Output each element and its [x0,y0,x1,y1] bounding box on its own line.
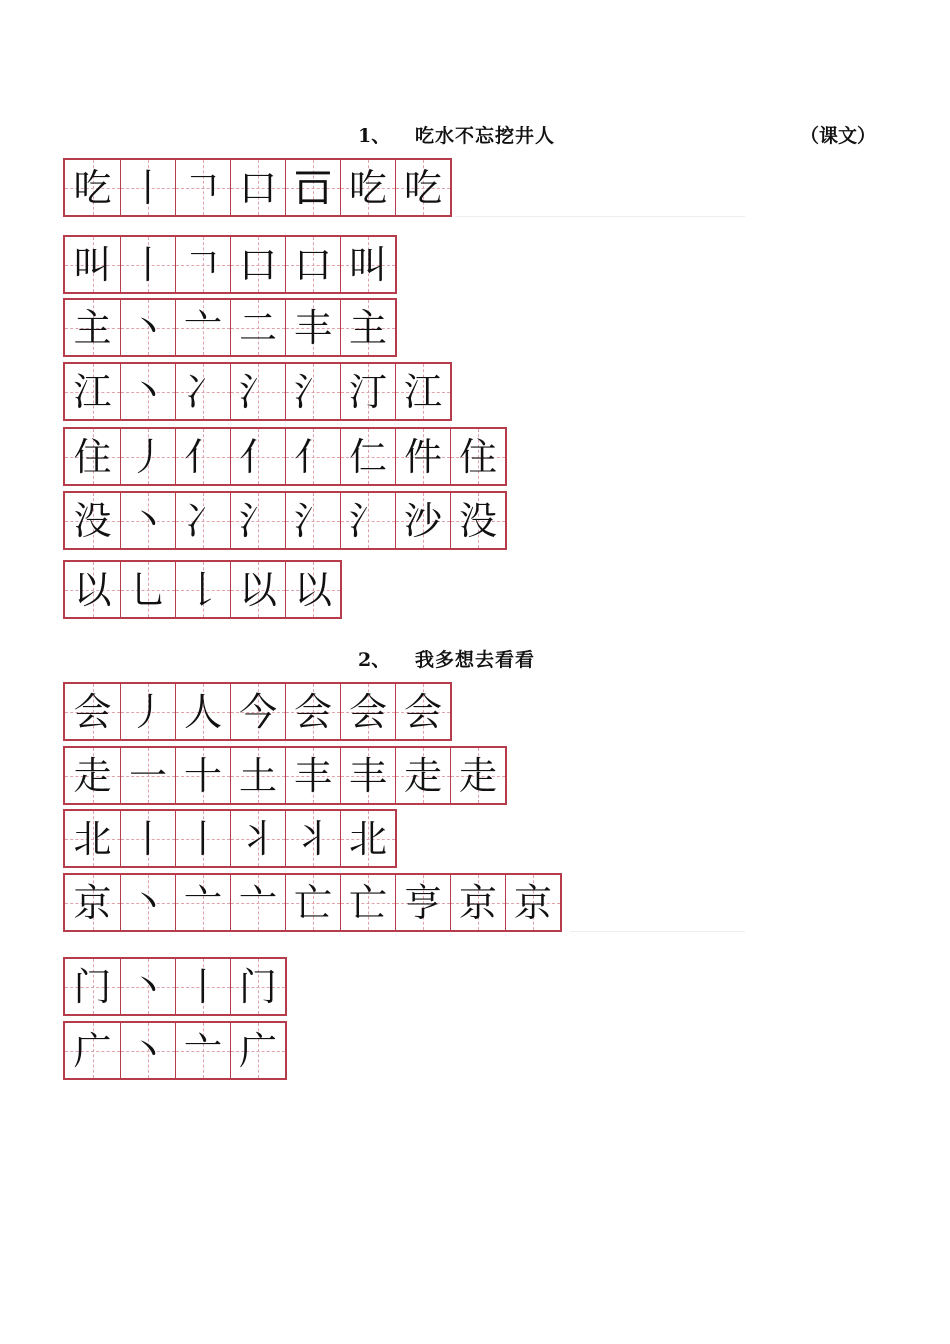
stroke-step-cell [395,160,450,215]
stroke-order-row [63,873,562,932]
stroke-order-row [63,746,507,805]
stroke-step: 亠 [183,1028,222,1073]
stroke-step: 北 [348,816,387,861]
stroke-step: 走 [458,753,497,798]
stroke-step-cell [230,959,285,1014]
stroke-step-cell [175,300,230,355]
stroke-order-row [63,560,342,619]
stroke-step: 丰 [293,753,332,798]
stroke-step: 丨 [128,242,167,287]
stroke-step-cell [395,493,450,548]
stroke-step: 汀 [348,369,387,414]
stroke-step: 亡 [348,880,387,925]
stroke-step: 吃 [403,165,442,210]
stroke-step: 住 [458,434,497,479]
stroke-step: 走 [403,753,442,798]
stroke-step-cell [505,875,560,930]
stroke-step-cell [340,429,395,484]
section-number: 2、 [358,649,391,671]
stroke-step: 氵 [293,369,332,414]
stroke-step: 亻 [293,434,332,479]
stroke-order-row [63,1021,287,1080]
target-character-cell [65,959,120,1014]
stroke-step-cell [120,959,175,1014]
stroke-step-cell [230,684,285,739]
stroke-step-cell [175,684,230,739]
stroke-step-cell [175,562,230,617]
stroke-step-cell [230,237,285,292]
stroke-step-cell [230,811,285,866]
lesson-type-label: （课文） [800,125,877,147]
stroke-step-cell [230,1023,285,1078]
stroke-step: 会 [293,689,332,734]
target-character: 主 [73,305,112,350]
target-character: 叫 [73,242,112,287]
stroke-step: 件 [403,434,442,479]
stroke-step-cell [395,429,450,484]
stroke-step-cell [450,748,505,803]
stroke-step: 广 [238,1028,277,1073]
stroke-step: 亠 [183,305,222,350]
target-character-cell [65,493,120,548]
stroke-step-cell [120,300,175,355]
stroke-step: 人 [183,689,222,734]
stroke-step-cell [340,493,395,548]
stroke-step-cell [285,429,340,484]
stroke-order-row [63,809,397,868]
stroke-step-cell [175,875,230,930]
stroke-step-cell [120,811,175,866]
stroke-step: 亻 [183,434,222,479]
stroke-step-cell [340,875,395,930]
stroke-order-row [63,682,452,741]
stroke-step: 冫 [183,369,222,414]
stroke-step-cell [175,160,230,215]
stroke-step-cell [120,1023,175,1078]
target-character-cell [65,748,120,803]
stroke-step-cell [120,684,175,739]
stroke-step-cell [450,493,505,548]
stroke-step-cell [175,364,230,419]
stroke-step-cell [340,160,395,215]
stroke-step-cell [285,875,340,930]
stroke-step: 冫 [183,498,222,543]
stroke-step: 丨 [183,964,222,1009]
target-character-cell [65,364,120,419]
stroke-step: 没 [458,498,497,543]
stroke-step: 丶 [128,498,167,543]
stroke-step-cell [285,237,340,292]
stroke-step-cell [175,1023,230,1078]
stroke-step-cell [120,364,175,419]
target-character-cell [65,684,120,739]
stroke-step: 丿 [128,689,167,734]
stroke-step: 十 [183,753,222,798]
stroke-step: 亠 [238,880,277,925]
stroke-step: 𠮛 [293,165,332,210]
section-title: 我多想去看看 [415,649,536,671]
stroke-step: 亨 [403,880,442,925]
stroke-step-cell [230,493,285,548]
stroke-step: 门 [238,964,277,1009]
target-character-cell [65,300,120,355]
target-character: 京 [73,880,112,925]
stroke-step: 二 [238,305,277,350]
stroke-step: 亻 [238,434,277,479]
stroke-step-cell [285,748,340,803]
stroke-step-cell [285,562,340,617]
stroke-step: 丿 [128,434,167,479]
section-number: 1、 [358,125,391,147]
target-character-cell [65,1023,120,1078]
stroke-step: 土 [238,753,277,798]
stroke-step-cell [230,364,285,419]
stroke-step-cell [285,160,340,215]
stroke-step-cell [395,364,450,419]
target-character-cell [65,160,120,215]
stroke-step: 𠃍 [183,242,222,287]
stroke-step: 主 [348,305,387,350]
stroke-step-cell [340,748,395,803]
stroke-step: 氵 [348,498,387,543]
stroke-step-cell [340,811,395,866]
stroke-step: 京 [513,880,552,925]
target-character: 吃 [73,165,112,210]
stroke-step-cell [340,237,395,292]
stroke-step: 丶 [128,1028,167,1073]
stroke-step-cell [230,875,285,930]
target-character-cell [65,875,120,930]
stroke-step: 丰 [293,305,332,350]
stroke-step-cell [450,429,505,484]
stroke-step-cell [120,748,175,803]
stroke-step: 今 [238,689,277,734]
stroke-order-row [63,427,507,486]
stroke-step-cell [175,748,230,803]
section-2-heading [358,645,618,671]
stroke-step: 口 [293,242,332,287]
stroke-step: 以 [293,567,332,612]
target-character-cell [65,429,120,484]
stroke-step: 丬 [293,816,332,861]
stroke-order-row [63,235,397,294]
stroke-order-row [63,957,287,1016]
target-character: 江 [73,369,112,414]
target-character-cell [65,811,120,866]
stroke-step-cell [175,237,230,292]
target-character: 住 [73,434,112,479]
stroke-step: 丶 [128,880,167,925]
target-character: 走 [73,753,112,798]
stroke-step: 会 [403,689,442,734]
stroke-step-cell [450,875,505,930]
stroke-step: 𠄌 [183,567,222,612]
stroke-step-cell [340,364,395,419]
target-character: 会 [73,689,112,734]
divider [570,931,745,932]
stroke-step: 氵 [238,498,277,543]
stroke-step-cell [285,364,340,419]
stroke-step: 丶 [128,305,167,350]
stroke-step-cell [175,493,230,548]
stroke-step-cell [175,429,230,484]
section-title: 吃水不忘挖井人 [415,125,556,147]
target-character-cell [65,237,120,292]
stroke-step: 以 [238,567,277,612]
stroke-step: 京 [458,880,497,925]
stroke-order-row [63,158,452,217]
stroke-step: 丨 [128,816,167,861]
target-character: 门 [73,964,112,1009]
target-character: 广 [73,1028,112,1073]
divider [455,216,745,217]
stroke-step-cell [230,429,285,484]
stroke-step: 仁 [348,434,387,479]
stroke-step-cell [120,237,175,292]
stroke-step-cell [230,300,285,355]
stroke-step: 会 [348,689,387,734]
stroke-step: 丶 [128,369,167,414]
stroke-step: 亡 [293,880,332,925]
stroke-step-cell [175,811,230,866]
stroke-step-cell [395,748,450,803]
stroke-step: 口 [238,242,277,287]
stroke-step: 氵 [293,498,332,543]
stroke-step-cell [230,160,285,215]
stroke-step: 丨 [128,165,167,210]
stroke-step: 江 [403,369,442,414]
stroke-step-cell [285,493,340,548]
stroke-step-cell [230,562,285,617]
stroke-step: 叫 [348,242,387,287]
stroke-step-cell [285,300,340,355]
stroke-step: 亠 [183,880,222,925]
stroke-step-cell [340,300,395,355]
stroke-step-cell [120,875,175,930]
target-character: 没 [73,498,112,543]
stroke-step: 乚 [128,567,167,612]
target-character: 北 [73,816,112,861]
stroke-step-cell [230,748,285,803]
stroke-step: 一 [128,753,167,798]
stroke-step-cell [395,684,450,739]
stroke-step-cell [120,429,175,484]
stroke-step-cell [395,875,450,930]
target-character-cell [65,562,120,617]
stroke-step: 𠃍 [183,165,222,210]
stroke-step: 丬 [238,816,277,861]
target-character: 以 [73,567,112,612]
stroke-step: 吃 [348,165,387,210]
stroke-step: 丰 [348,753,387,798]
stroke-order-row [63,491,507,550]
stroke-step-cell [340,684,395,739]
stroke-step: 沙 [403,498,442,543]
stroke-step-cell [120,562,175,617]
stroke-step-cell [285,811,340,866]
stroke-step: 口 [238,165,277,210]
stroke-step: 丶 [128,964,167,1009]
stroke-step-cell [175,959,230,1014]
stroke-step: 氵 [238,369,277,414]
stroke-step: 丨 [183,816,222,861]
stroke-order-row [63,362,452,421]
section-1-heading [358,121,618,147]
stroke-step-cell [120,493,175,548]
stroke-step-cell [120,160,175,215]
stroke-step-cell [285,684,340,739]
stroke-order-row [63,298,397,357]
